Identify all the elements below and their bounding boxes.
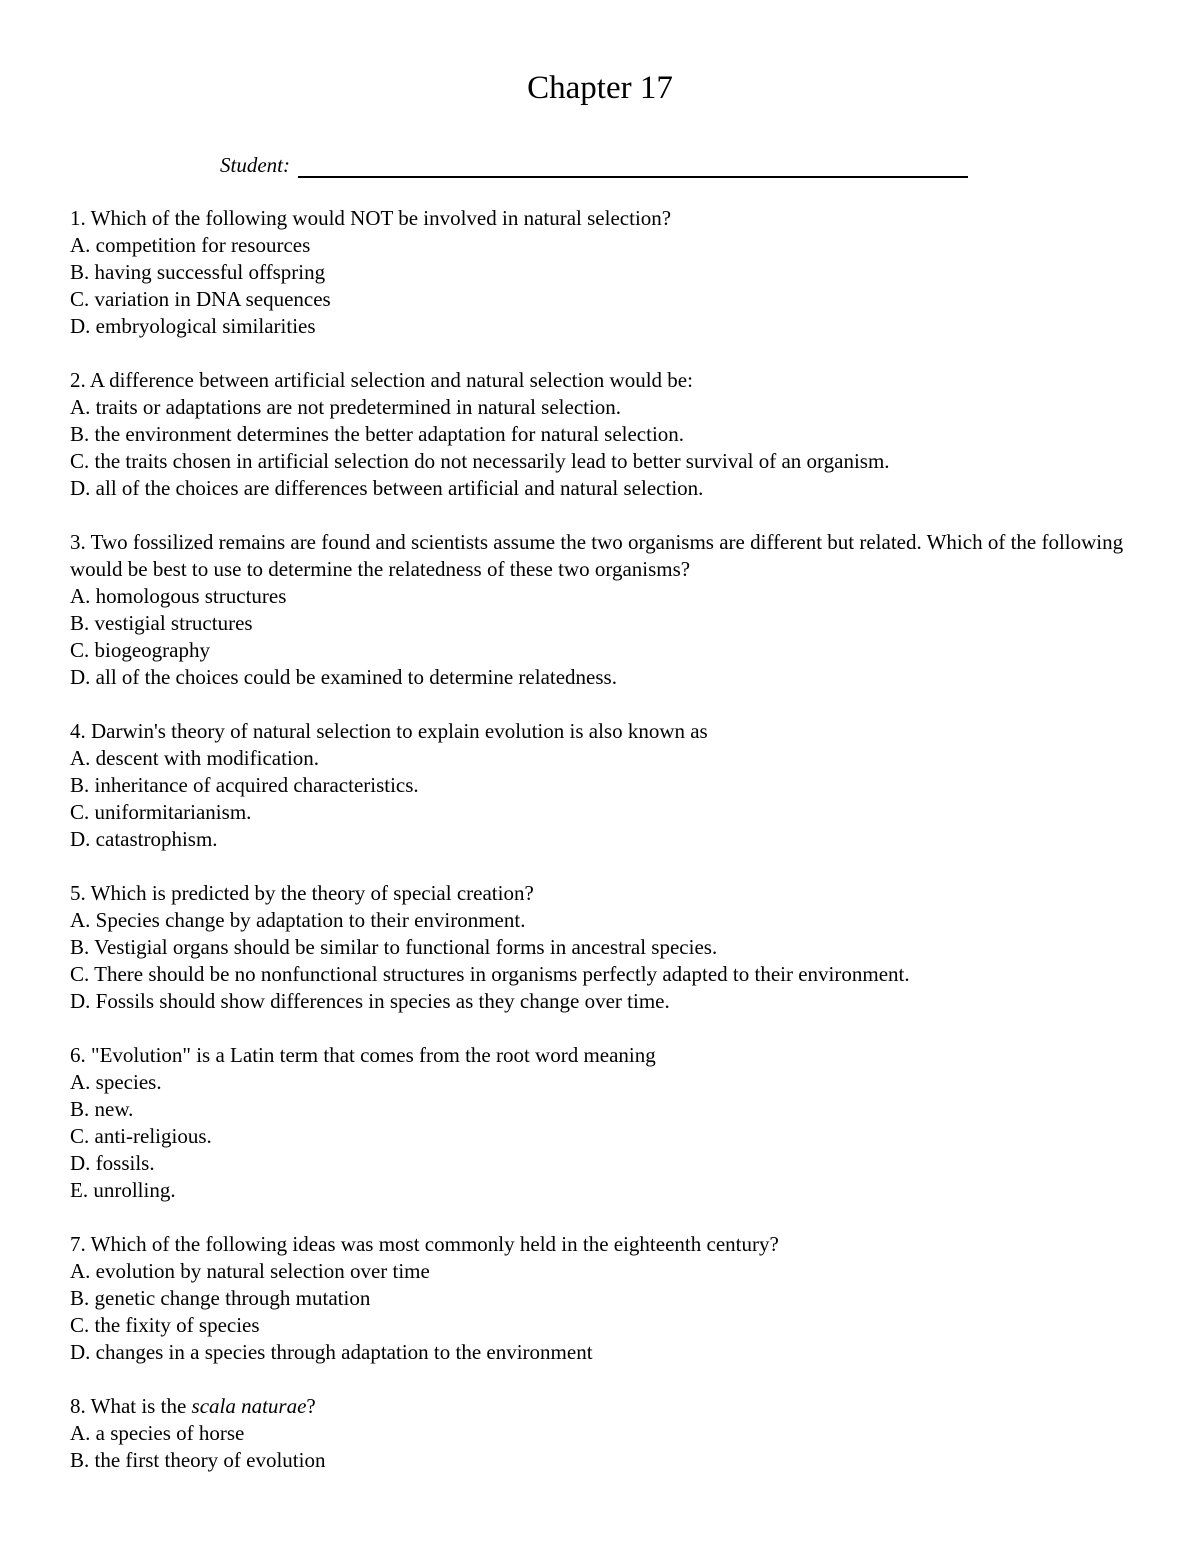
- answer-option: [70, 259, 1140, 286]
- answer-option: [70, 610, 1140, 637]
- option-text: all of the choices could be examined to determine relatedness.: [95, 665, 617, 689]
- answer-option: [70, 1420, 1140, 1447]
- option-text: the first theory of evolution: [94, 1448, 326, 1472]
- question-text: Which of the following would NOT be involved in natural selection?: [90, 206, 672, 230]
- question-text: Darwin's theory of natural selection to explain evolution is also known as: [91, 719, 708, 743]
- answer-option: [70, 583, 1140, 610]
- answer-option: [70, 1258, 1140, 1285]
- option-letter: A.: [70, 233, 91, 257]
- question-text: ?: [306, 1394, 316, 1418]
- answer-option: [70, 664, 1140, 691]
- question-7: [70, 1231, 1140, 1366]
- option-text: new.: [94, 1097, 134, 1121]
- answer-option: [70, 1339, 1140, 1366]
- option-letter: B.: [70, 422, 90, 446]
- page-title: Chapter 17: [527, 70, 673, 106]
- answer-option: [70, 1123, 1140, 1150]
- answer-option: [70, 1096, 1140, 1123]
- question-number: 5.: [70, 881, 86, 905]
- answer-option: [70, 772, 1140, 799]
- option-text: catastrophism.: [95, 827, 218, 851]
- option-text: unrolling.: [93, 1178, 176, 1202]
- answer-option: [70, 637, 1140, 664]
- question-number: 2.: [70, 368, 86, 392]
- option-letter: B.: [70, 1286, 90, 1310]
- option-text: the environment determines the better adaptation for natural selection.: [94, 422, 685, 446]
- option-text: evolution by natural selection over time: [95, 1259, 430, 1283]
- option-text: the fixity of species: [94, 1313, 260, 1337]
- option-letter: B.: [70, 773, 90, 797]
- option-text: the traits chosen in artificial selection do not necessarily lead to better survival of an organism.: [94, 449, 890, 473]
- student-name-field: [220, 152, 968, 178]
- option-text: uniformitarianism.: [94, 800, 252, 824]
- option-letter: E.: [70, 1178, 89, 1202]
- option-letter: C.: [70, 287, 90, 311]
- option-text: changes in a species through adaptation to the environment: [95, 1340, 593, 1364]
- option-text: homologous structures: [95, 584, 287, 608]
- question-text: Which of the following ideas was most commonly held in the eighteenth century?: [90, 1232, 779, 1256]
- answer-option: [70, 1177, 1140, 1204]
- answer-option: [70, 907, 1140, 934]
- question-text: A difference between artificial selection and natural selection would be:: [89, 368, 693, 392]
- answer-option: [70, 232, 1140, 259]
- answer-option: [70, 313, 1140, 340]
- option-text: all of the choices are differences between artificial and natural selection.: [95, 476, 704, 500]
- question-stem: [70, 529, 1140, 583]
- option-letter: D.: [70, 1340, 91, 1364]
- option-text: fossils.: [95, 1151, 155, 1175]
- question-text: What is the: [90, 1394, 192, 1418]
- option-text: genetic change through mutation: [94, 1286, 371, 1310]
- question-5: [70, 880, 1140, 1015]
- student-name-line: [298, 152, 968, 178]
- answer-option: [70, 799, 1140, 826]
- question-number: 6.: [70, 1043, 86, 1067]
- answer-option: [70, 826, 1140, 853]
- option-text: inheritance of acquired characteristics.: [94, 773, 419, 797]
- option-text: a species of horse: [95, 1421, 245, 1445]
- option-letter: A.: [70, 1070, 91, 1094]
- option-text: anti-religious.: [94, 1124, 212, 1148]
- question-stem: [70, 205, 1140, 232]
- option-letter: D.: [70, 476, 91, 500]
- option-text: species.: [95, 1070, 162, 1094]
- option-text: biogeography: [94, 638, 210, 662]
- option-text: vestigial structures: [94, 611, 253, 635]
- answer-option: [70, 1447, 1140, 1474]
- option-letter: A.: [70, 395, 91, 419]
- answer-option: [70, 421, 1140, 448]
- option-letter: A.: [70, 1421, 91, 1445]
- answer-option: [70, 745, 1140, 772]
- question-2: [70, 367, 1140, 502]
- answer-option: [70, 394, 1140, 421]
- option-letter: B.: [70, 260, 90, 284]
- answer-option: [70, 1312, 1140, 1339]
- question-stem: [70, 1231, 1140, 1258]
- question-term-italic: scala naturae: [191, 1394, 307, 1418]
- answer-option: [70, 934, 1140, 961]
- option-letter: C.: [70, 638, 90, 662]
- option-letter: B.: [70, 611, 90, 635]
- answer-option: [70, 1285, 1140, 1312]
- question-stem: [70, 1042, 1140, 1069]
- option-letter: D.: [70, 1151, 91, 1175]
- question-4: [70, 718, 1140, 853]
- option-letter: A.: [70, 746, 91, 770]
- option-letter: A.: [70, 584, 91, 608]
- question-text: "Evolution" is a Latin term that comes from the root word meaning: [91, 1043, 656, 1067]
- option-letter: A.: [70, 908, 91, 932]
- option-text: traits or adaptations are not predetermined in natural selection.: [95, 395, 622, 419]
- question-number: 3.: [70, 530, 86, 554]
- option-letter: D.: [70, 989, 91, 1013]
- option-letter: A.: [70, 1259, 91, 1283]
- option-text: Species change by adaptation to their environment.: [95, 908, 526, 932]
- question-number: 8.: [70, 1394, 86, 1418]
- answer-option: [70, 475, 1140, 502]
- option-letter: C.: [70, 962, 90, 986]
- question-3: [70, 529, 1140, 691]
- question-stem: [70, 880, 1140, 907]
- question-list: [70, 205, 1140, 1501]
- option-letter: C.: [70, 800, 90, 824]
- option-letter: B.: [70, 1448, 90, 1472]
- answer-option: [70, 1069, 1140, 1096]
- answer-option: [70, 448, 1140, 475]
- question-stem: [70, 367, 1140, 394]
- option-letter: D.: [70, 827, 91, 851]
- option-text: embryological similarities: [95, 314, 316, 338]
- option-letter: C.: [70, 1124, 90, 1148]
- question-number: 7.: [70, 1232, 86, 1256]
- question-stem: [70, 1393, 1140, 1420]
- question-number: 1.: [70, 206, 86, 230]
- student-label: Student:: [220, 153, 290, 177]
- option-letter: D.: [70, 314, 91, 338]
- answer-option: [70, 988, 1140, 1015]
- option-letter: C.: [70, 1313, 90, 1337]
- answer-option: [70, 1150, 1140, 1177]
- option-text: descent with modification.: [95, 746, 320, 770]
- question-1: [70, 205, 1140, 340]
- question-text: Which is predicted by the theory of special creation?: [90, 881, 534, 905]
- question-8: [70, 1393, 1140, 1474]
- question-6: [70, 1042, 1140, 1204]
- answer-option: [70, 961, 1140, 988]
- option-letter: B.: [70, 1097, 90, 1121]
- question-stem: [70, 718, 1140, 745]
- option-text: variation in DNA sequences: [94, 287, 331, 311]
- option-text: Fossils should show differences in species as they change over time.: [95, 989, 670, 1013]
- option-letter: B.: [70, 935, 90, 959]
- option-letter: C.: [70, 449, 90, 473]
- option-letter: D.: [70, 665, 91, 689]
- option-text: Vestigial organs should be similar to functional forms in ancestral species.: [94, 935, 718, 959]
- question-number: 4.: [70, 719, 86, 743]
- option-text: having successful offspring: [94, 260, 326, 284]
- answer-option: [70, 286, 1140, 313]
- option-text: competition for resources: [95, 233, 311, 257]
- question-text: Two fossilized remains are found and scientists assume the two organisms are different but related. Which of the following would be best to use to determine the relatedness of these two organisms?: [70, 530, 1124, 581]
- option-text: There should be no nonfunctional structures in organisms perfectly adapted to their environment.: [94, 962, 910, 986]
